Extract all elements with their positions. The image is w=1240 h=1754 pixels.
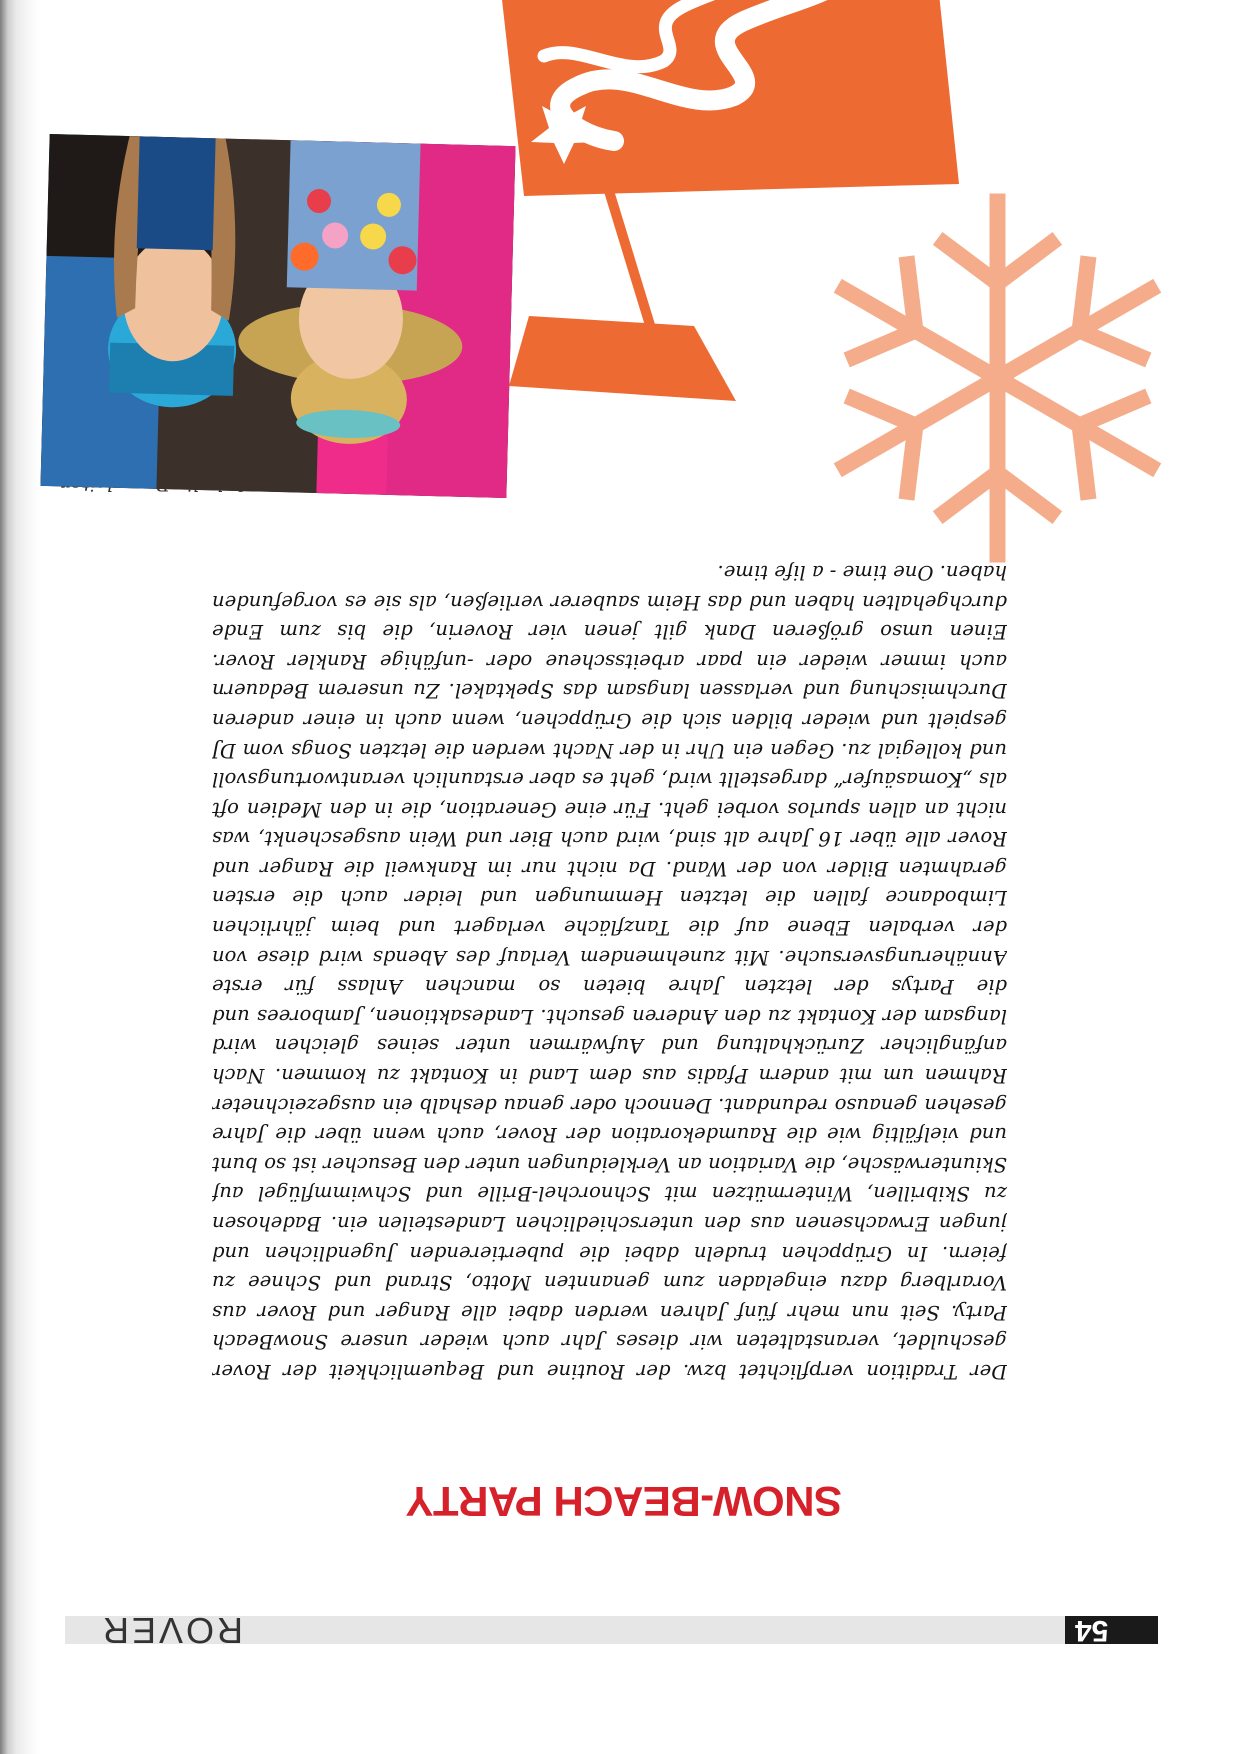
party-photo-image (40, 134, 515, 498)
snowflake-shape (820, 178, 1175, 578)
page-number: 54 (1065, 1616, 1158, 1644)
snowflake-decoration (820, 178, 1175, 578)
article-title: SNOW-BEACH PARTY (405, 1478, 842, 1525)
article-body: Der Tradition verpflichtet bzw. der Routine und Bequemlichkeit der Rover geschuldet, veranstalteten wir dieses Jahr auch wieder unsere SnowBeach Party. Seit nun mehr fünf Jahren werden dabei alle Ranger und Rover aus Vorarlberg dazu eingeladen zum genannten Motto, Strand und Schnee zu feiern. In Grüppchen trudeln dabei die pubertierenden Jugendlichen und jungen Erwachsenen aus den unterschiedlichen Landesteilen ein. Badehosen zu Skibrillen, Wintermützen mit Schnorchel-Brille und Schwimmflügel auf Skiunterwäsche, die Variation an Verkleidungen unter den Besucher ist so bunt und vielfältig wie die Raumdekoration der Rover, auch wenn über die Jahre gesehen genauso redundant. Dennoch oder genau deshalb ein ausgezeichneter Rahmen um mit andern Pfadis aus dem Land in Kontakt zu kommen. Nach anfänglicher Zurückhaltung und Aufwärmen unter seines gleichen wird langsam der Kontakt zu den Anderen gesucht. Landesaktionen, Jamborees und die Partys der letzten Jahre bieten so manchen Anlass für erste Annäherungsversuche. Mit zunehmendem Verlauf des Abends wird diese von der verbalen Ebene auf die Tanzfläche verlagert und beim jährlichen Limbodance fallen die letzten Hemmungen und leider auch die ersten gerahmten Bilder von der Wand. Da nicht nur im Rankweil die Ranger und Rover alle über 16 Jahre alt sind, wird auch Bier und Wein ausgeschenkt, was nicht an allen spurlos vorbei geht. Für eine Generation, die in den Medien oft als „Komasäufer“ dargestellt wird, geht es aber erstaunlich verantwortungsvoll und kollegial zu. Gegen ein Uhr in der Nacht werden die letzten Songs vom DJ gespielt und wieder bilden sich die Grüppchen, wenn auch in einer anderen Durchmischung und verlassen langsam das Spektakel. Zu unserem Bedauern auch immer wieder ein paar arbeitsscheue oder -unfähige Rankler Rover. Einen umso größeren Dank gilt jenen vier Roverin, die bis zum Ende durchgehalten haben und das Heim sauberer verließen, als sie es vorgefunden haben. One time - a life time. (212, 560, 1007, 1383)
party-photo (40, 134, 515, 498)
section-label: ROVER (100, 1610, 244, 1651)
